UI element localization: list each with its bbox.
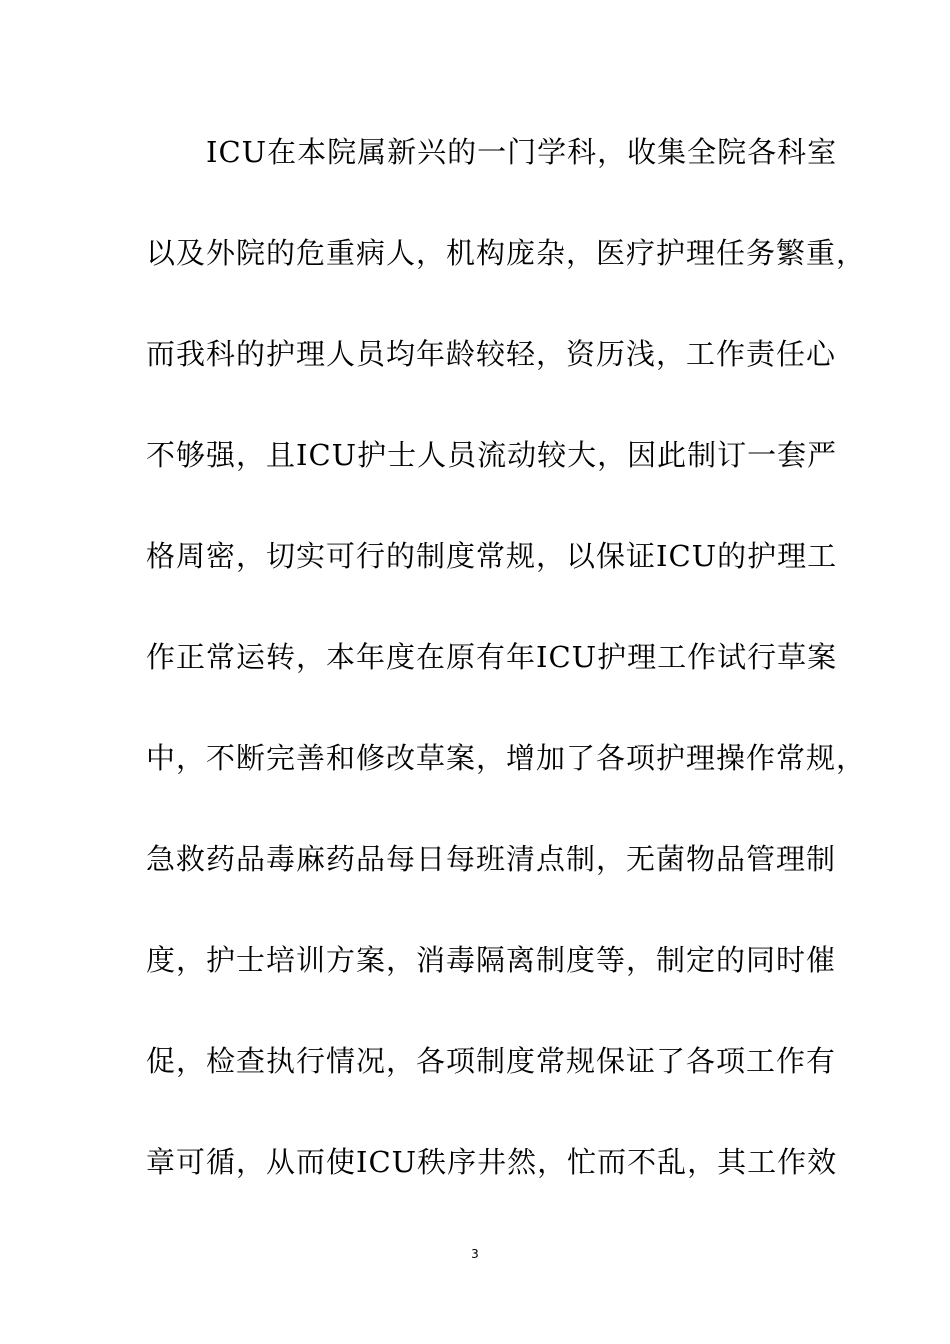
paragraph-line: 章可循，从而使ICU秩序井然，忙而不乱，其工作效	[146, 1145, 838, 1179]
paragraph-line: ICU在本院属新兴的一门学科，收集全院各科室	[206, 135, 838, 169]
paragraph-line: 以及外院的危重病人，机构庞杂，医疗护理任务繁重，	[146, 236, 867, 270]
paragraph-line: 不够强，且ICU护士人员流动较大，因此制订一套严	[146, 438, 838, 472]
paragraph-line: 格周密，切实可行的制度常规，以保证ICU的护理工	[146, 539, 838, 573]
paragraph-line: 促，检查执行情况，各项制度常规保证了各项工作有	[146, 1044, 837, 1078]
paragraph-line: 作正常运转，本年度在原有年ICU护理工作试行草案	[146, 640, 838, 674]
page-number: 3	[471, 1247, 479, 1261]
paragraph-line: 而我科的护理人员均年龄较轻，资历浅，工作责任心	[146, 337, 837, 371]
body-paragraph	[146, 122, 867, 1233]
paragraph-line: 度，护士培训方案，消毒隔离制度等，制定的同时催	[146, 943, 837, 977]
paragraph-line: 急救药品毒麻药品每日每班清点制，无菌物品管理制	[146, 842, 837, 876]
paragraph-line: 中，不断完善和修改草案，增加了各项护理操作常规，	[146, 741, 867, 775]
